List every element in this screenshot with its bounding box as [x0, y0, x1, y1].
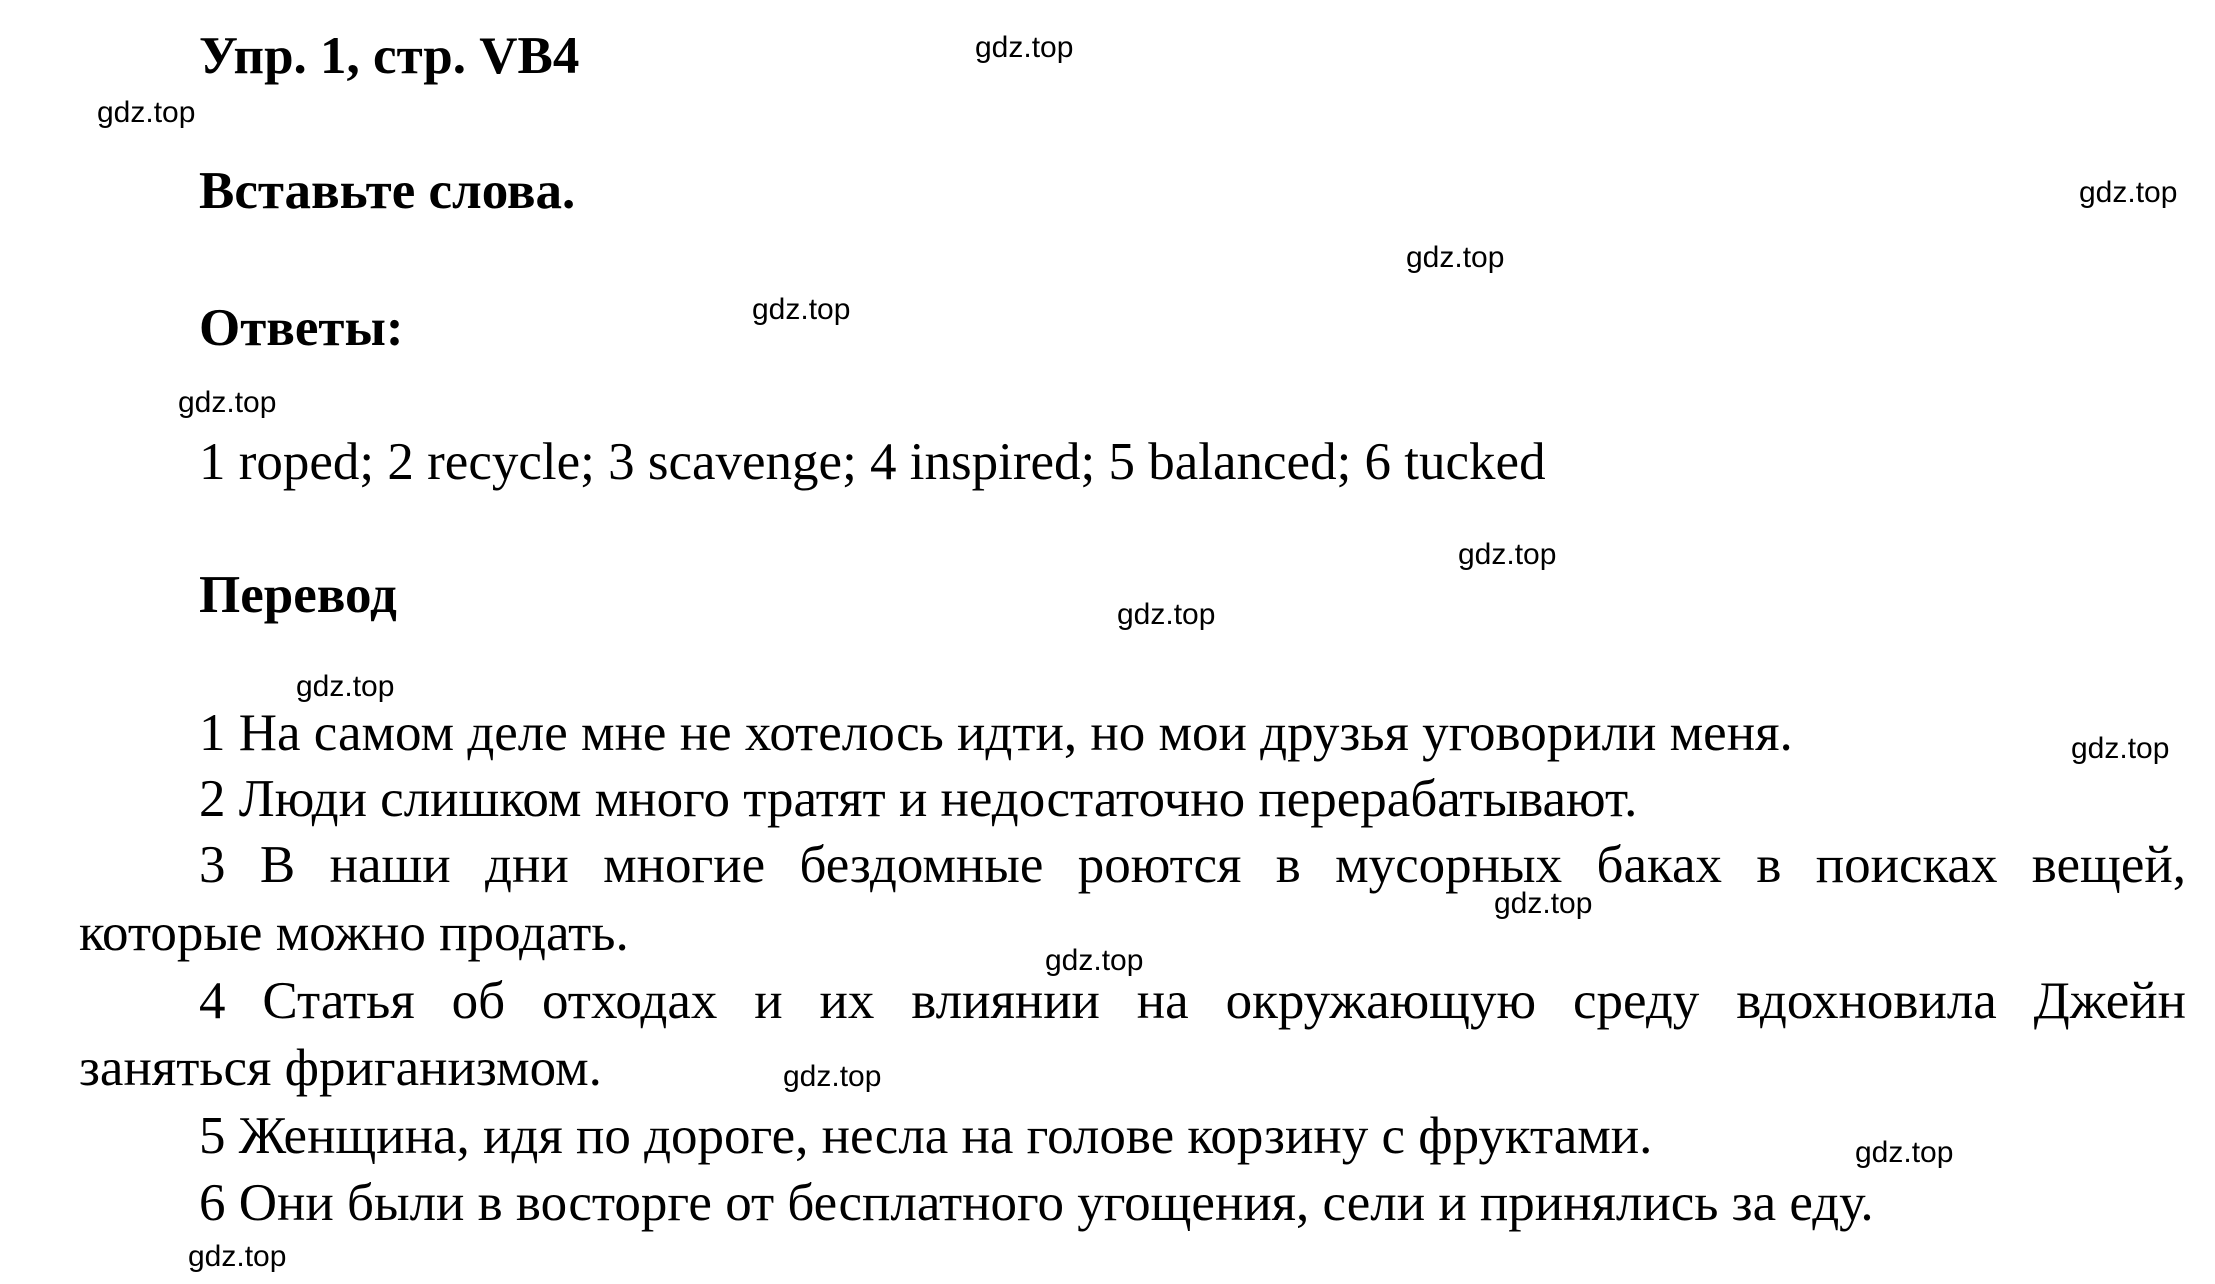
- translation-sentence-6: 6 Они были в восторге от бесплатного угощения, сели и принялись за еду.: [199, 1174, 1874, 1232]
- answers-heading: Ответы:: [199, 299, 404, 357]
- translation-sentence-3-line-2: которые можно продать.: [79, 904, 629, 962]
- translation-sentence-4-line-2: заняться фриганизмом.: [79, 1039, 602, 1097]
- watermark: gdz.top: [178, 386, 277, 419]
- watermark: gdz.top: [1494, 887, 1593, 920]
- translation-sentence-2: 2 Люди слишком много тратят и недостаточно перерабатывают.: [199, 770, 1638, 828]
- translation-sentence-3-line-1: 3 В наши дни многие бездомные роются в мусорных баках в поисках вещей,: [199, 836, 2186, 894]
- watermark: gdz.top: [97, 96, 196, 129]
- watermark: gdz.top: [1045, 944, 1144, 977]
- watermark: gdz.top: [1406, 241, 1505, 274]
- watermark: gdz.top: [188, 1240, 287, 1273]
- watermark: gdz.top: [752, 293, 851, 326]
- translation-heading: Перевод: [199, 566, 397, 624]
- answers-text: 1 roped; 2 recycle; 3 scavenge; 4 inspired; 5 balanced; 6 tucked: [199, 433, 1546, 491]
- translation-sentence-5: 5 Женщина, идя по дороге, несла на голове корзину с фруктами.: [199, 1107, 1653, 1165]
- task-instruction: Вставьте слова.: [199, 162, 576, 220]
- exercise-title: Упр. 1, стр. VB4: [199, 27, 580, 85]
- watermark: gdz.top: [2071, 732, 2170, 765]
- watermark: gdz.top: [296, 670, 395, 703]
- watermark: gdz.top: [1855, 1136, 1954, 1169]
- watermark: gdz.top: [2079, 176, 2178, 209]
- translation-sentence-4-line-1: 4 Статья об отходах и их влиянии на окружающую среду вдохновила Джейн: [199, 972, 2186, 1030]
- watermark: gdz.top: [1117, 598, 1216, 631]
- watermark: gdz.top: [783, 1060, 882, 1093]
- translation-sentence-1: 1 На самом деле мне не хотелось идти, но мои друзья уговорили меня.: [199, 704, 1793, 762]
- watermark: gdz.top: [975, 31, 1074, 64]
- watermark: gdz.top: [1458, 538, 1557, 571]
